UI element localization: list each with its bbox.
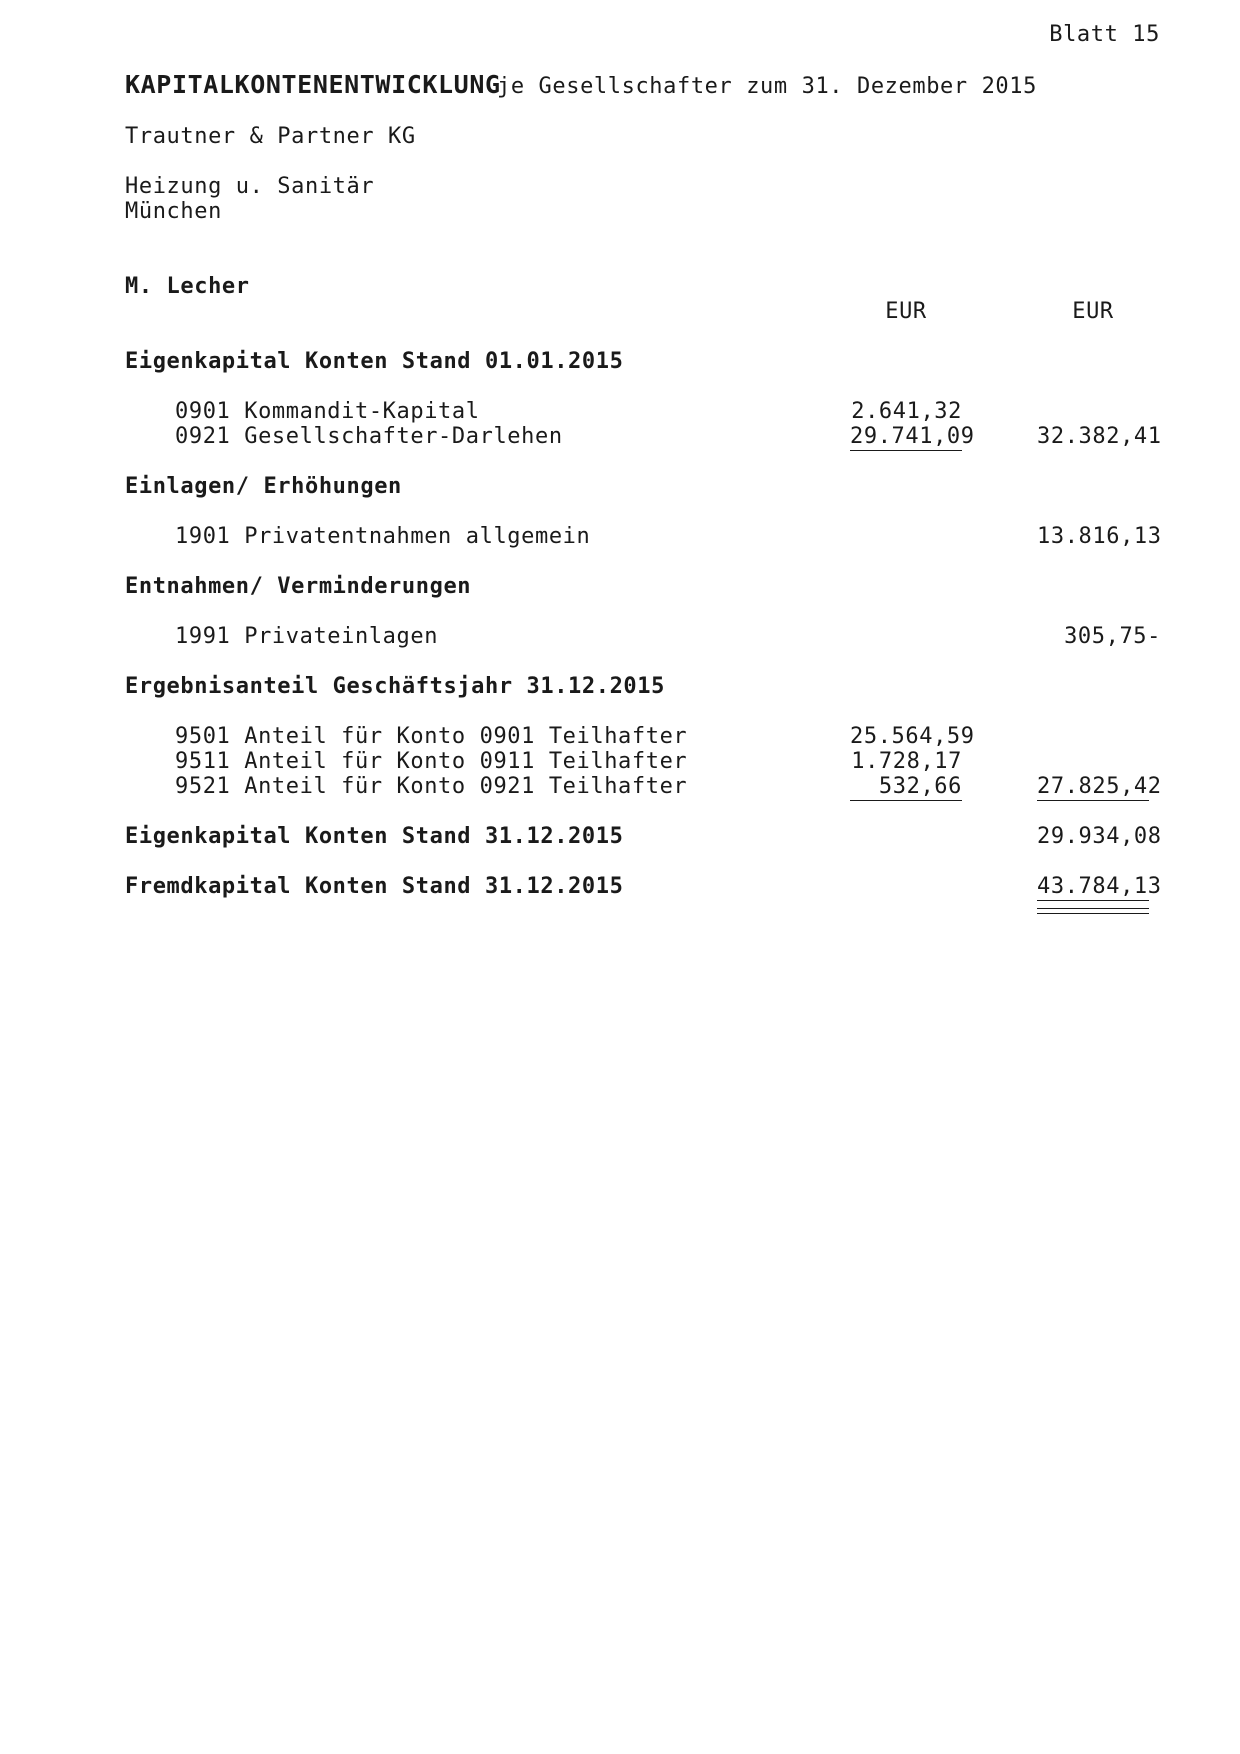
section-total: 32.382,41 xyxy=(1037,424,1162,449)
section-total: 13.816,13 xyxy=(1037,524,1162,549)
section-heading-withdrawals: Entnahmen/ Verminderungen xyxy=(125,574,472,599)
account-amount: 1.728,17 xyxy=(851,749,962,774)
document-subtitle: je Gesellschafter zum 31. Dezember 2015 xyxy=(497,74,1037,99)
account-label: 9511 Anteil für Konto 0911 Teilhafter xyxy=(175,749,688,774)
account-label: 0901 Kommandit-Kapital xyxy=(175,399,480,424)
business-line: Heizung u. Sanitär xyxy=(125,174,375,199)
account-amount: 2.641,32 xyxy=(851,399,962,424)
section-heading-equity-closing: Eigenkapital Konten Stand 31.12.2015 xyxy=(125,824,624,849)
page-label: Blatt 15 xyxy=(1049,22,1160,47)
grand-total: 43.784,13 xyxy=(1037,874,1162,899)
partner-name: M. Lecher xyxy=(125,274,250,299)
section-heading-debt-closing: Fremdkapital Konten Stand 31.12.2015 xyxy=(125,874,624,899)
double-underline-rule xyxy=(1037,913,1149,914)
company-name: Trautner & Partner KG xyxy=(125,124,416,149)
section-total: 29.934,08 xyxy=(1037,824,1162,849)
currency-header-total: EUR xyxy=(1072,299,1114,324)
account-label: 9521 Anteil für Konto 0921 Teilhafter xyxy=(175,774,688,799)
double-underline-rule xyxy=(1037,908,1149,909)
account-amount: 29.741,09 xyxy=(850,424,975,449)
account-label: 1991 Privateinlagen xyxy=(175,624,439,649)
currency-header-amount: EUR xyxy=(885,299,927,324)
city: München xyxy=(125,199,222,224)
section-heading-contributions: Einlagen/ Erhöhungen xyxy=(125,474,402,499)
account-label: 9501 Anteil für Konto 0901 Teilhafter xyxy=(175,724,688,749)
account-label: 0921 Gesellschafter-Darlehen xyxy=(175,424,563,449)
account-amount: 532,66 xyxy=(850,774,962,801)
account-label: 1901 Privatentnahmen allgemein xyxy=(175,524,591,549)
document-title: KAPITALKONTENENTWICKLUNG xyxy=(125,70,501,99)
section-heading-opening: Eigenkapital Konten Stand 01.01.2015 xyxy=(125,349,624,374)
section-heading-profit-share: Ergebnisanteil Geschäftsjahr 31.12.2015 xyxy=(125,674,665,699)
section-total: 305,75- xyxy=(1064,624,1161,649)
section-total: 27.825,42 xyxy=(1037,774,1162,799)
account-amount: 25.564,59 xyxy=(850,724,975,749)
